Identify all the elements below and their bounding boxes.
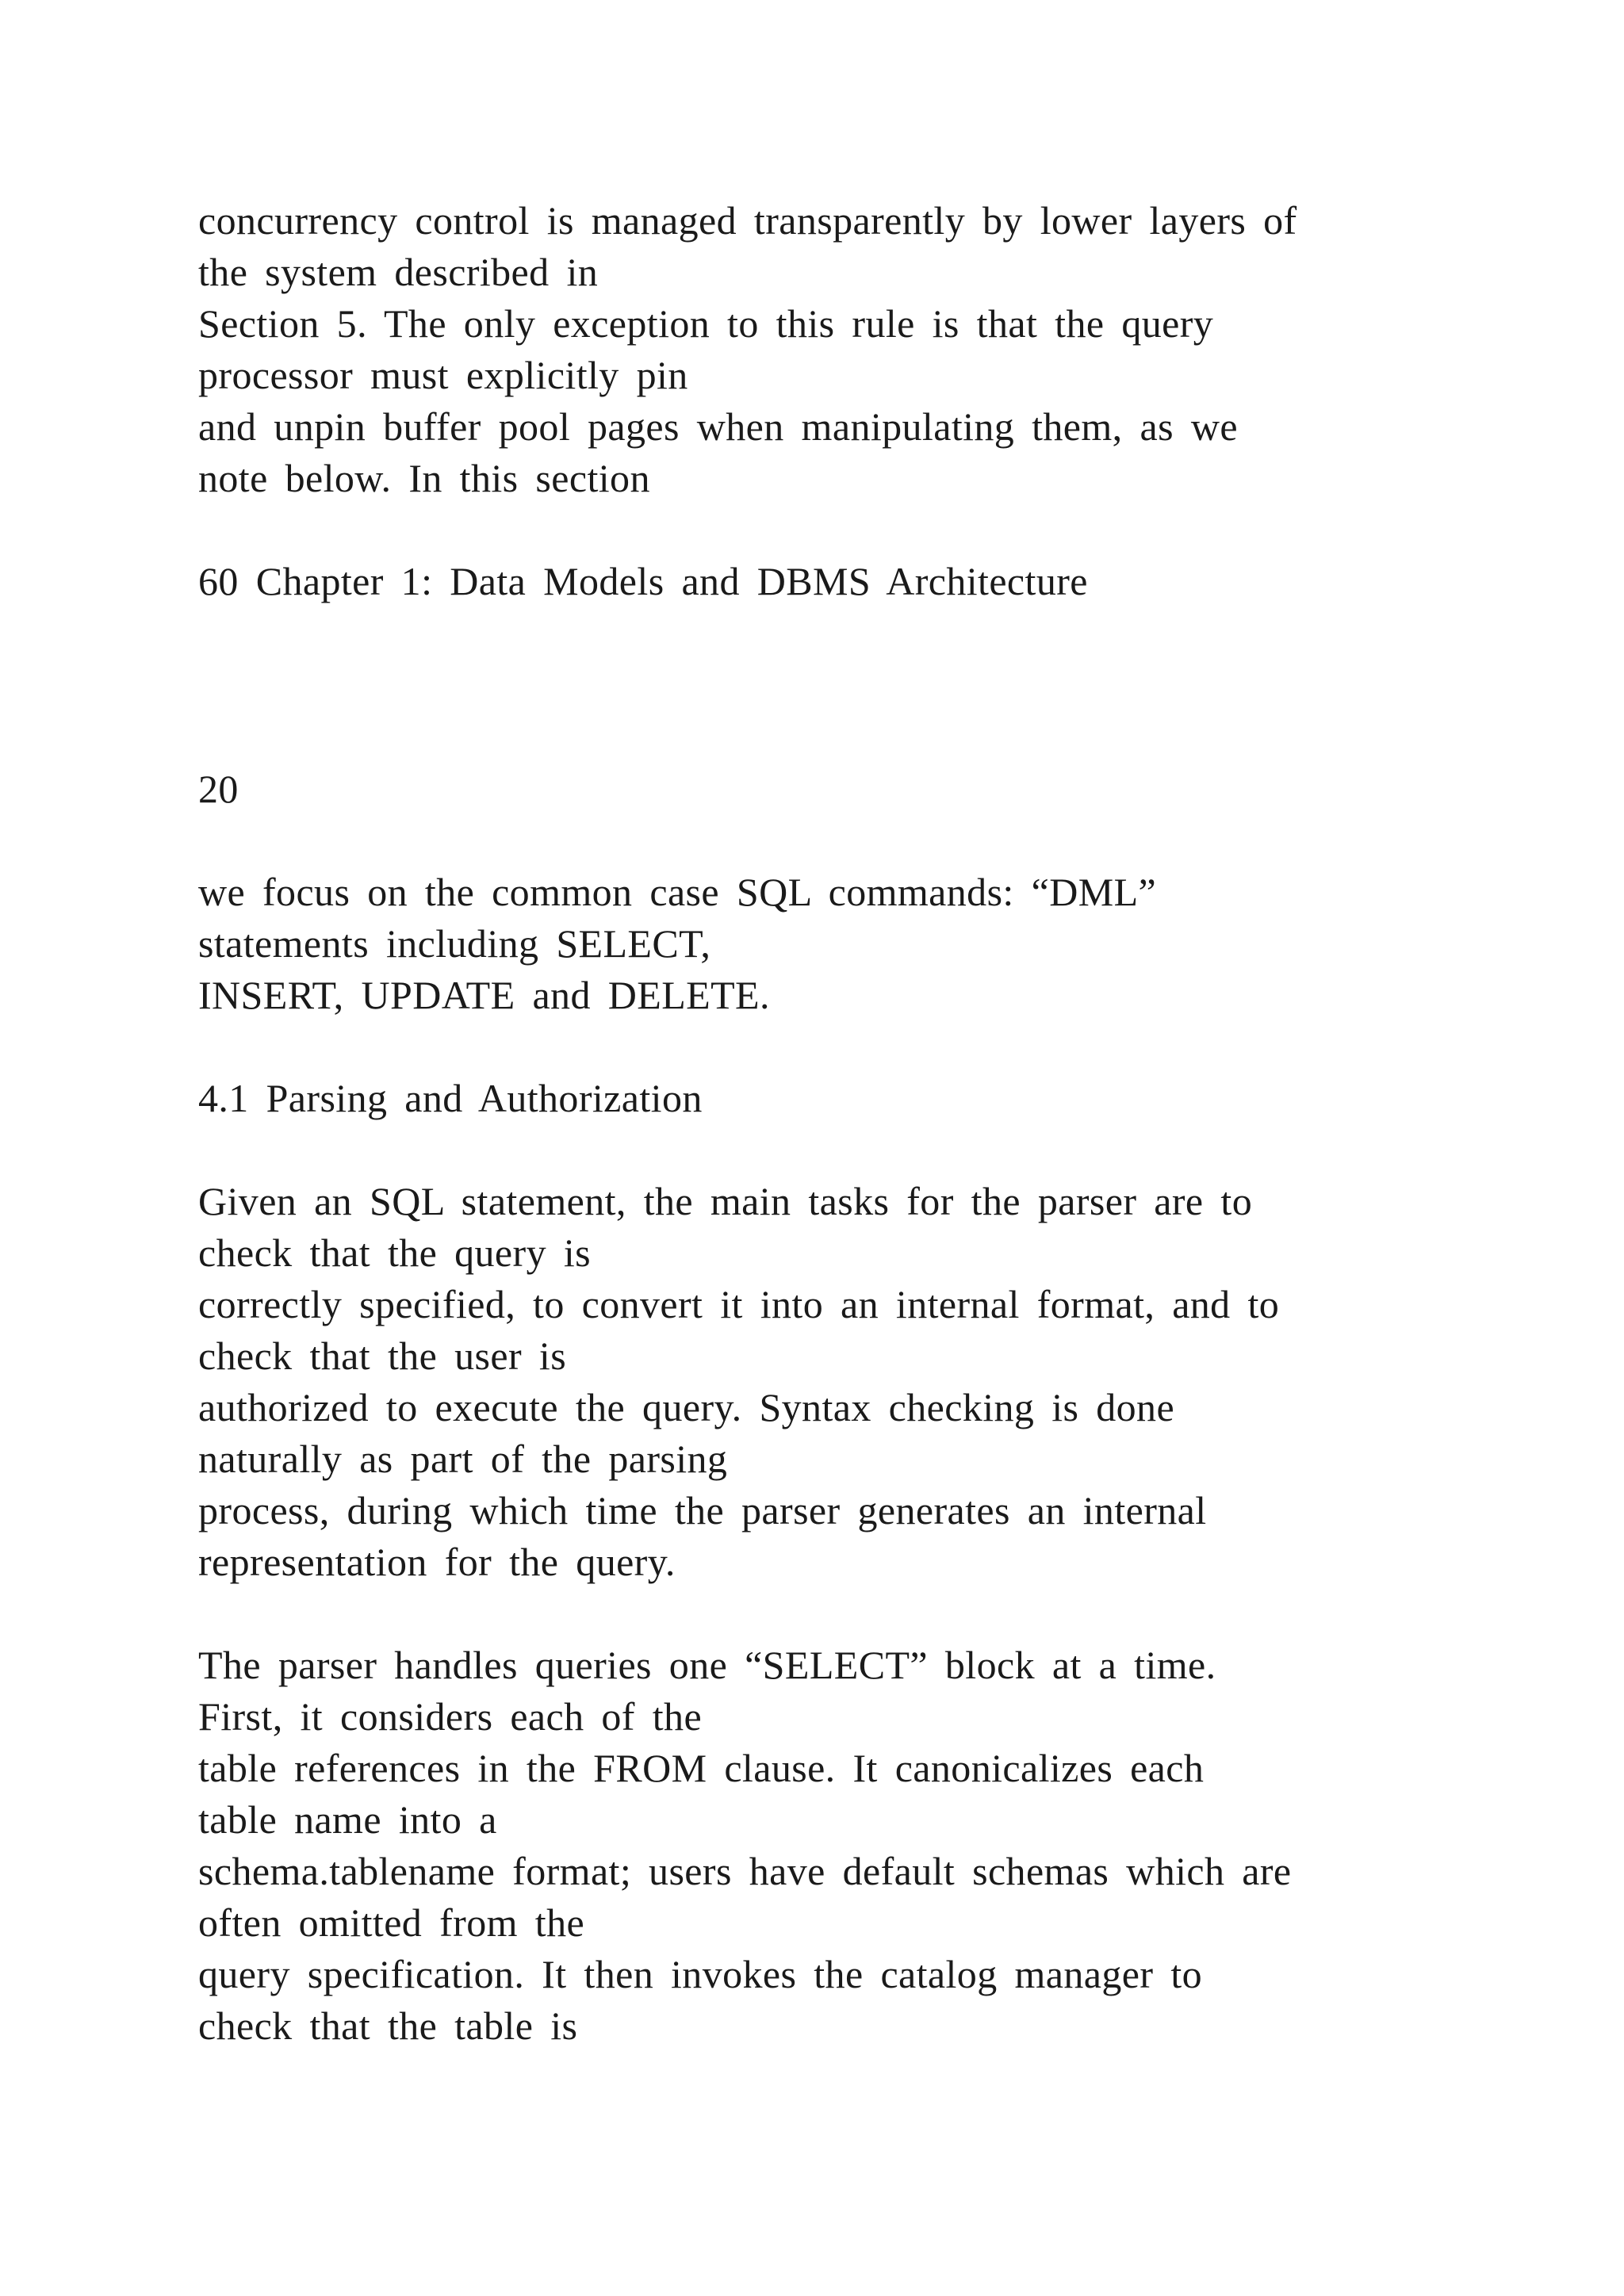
text-line: statements including SELECT, [198, 921, 711, 966]
text-line: concurrency control is managed transparently by lower layers of [198, 198, 1297, 243]
text-line: table name into a [198, 1797, 497, 1842]
text-line: INSERT, UPDATE and DELETE. [198, 973, 770, 1017]
text-line: representation for the query. [198, 1540, 676, 1584]
text-line: schema.tablename format; users have default schemas which are [198, 1849, 1292, 1893]
text-line: processor must explicitly pin [198, 353, 688, 397]
text-line: naturally as part of the parsing [198, 1437, 728, 1481]
text-line: often omitted from the [198, 1900, 585, 1945]
text-line: we focus on the common case SQL commands: “DML” [198, 870, 1157, 914]
running-header: 60 Chapter 1: Data Models and DBMS Architecture [198, 559, 1088, 603]
text-line: authorized to execute the query. Syntax checking is done [198, 1385, 1175, 1429]
page-number: 20 [198, 767, 239, 811]
text-line: note below. In this section [198, 456, 650, 500]
text-line: First, it considers each of the [198, 1694, 703, 1739]
text-line: The parser handles queries one “SELECT” block at a time. [198, 1643, 1216, 1687]
text-line: and unpin buffer pool pages when manipulating them, as we [198, 404, 1238, 449]
text-line: check that the query is [198, 1230, 592, 1275]
text-line: the system described in [198, 250, 599, 294]
text-line: Given an SQL statement, the main tasks for the parser are to [198, 1179, 1253, 1223]
text-line: process, during which time the parser generates an internal [198, 1488, 1207, 1533]
text-line: check that the table is [198, 2003, 578, 2048]
section-heading: 4.1 Parsing and Authorization [198, 1076, 703, 1120]
text-line: query specification. It then invokes the catalog manager to [198, 1952, 1203, 1996]
text-line: check that the user is [198, 1334, 567, 1378]
text-line: correctly specified, to convert it into an internal format, and to [198, 1282, 1280, 1326]
text-line: Section 5. The only exception to this rule is that the query [198, 301, 1214, 346]
text-line: table references in the FROM clause. It canonicalizes each [198, 1746, 1205, 1790]
